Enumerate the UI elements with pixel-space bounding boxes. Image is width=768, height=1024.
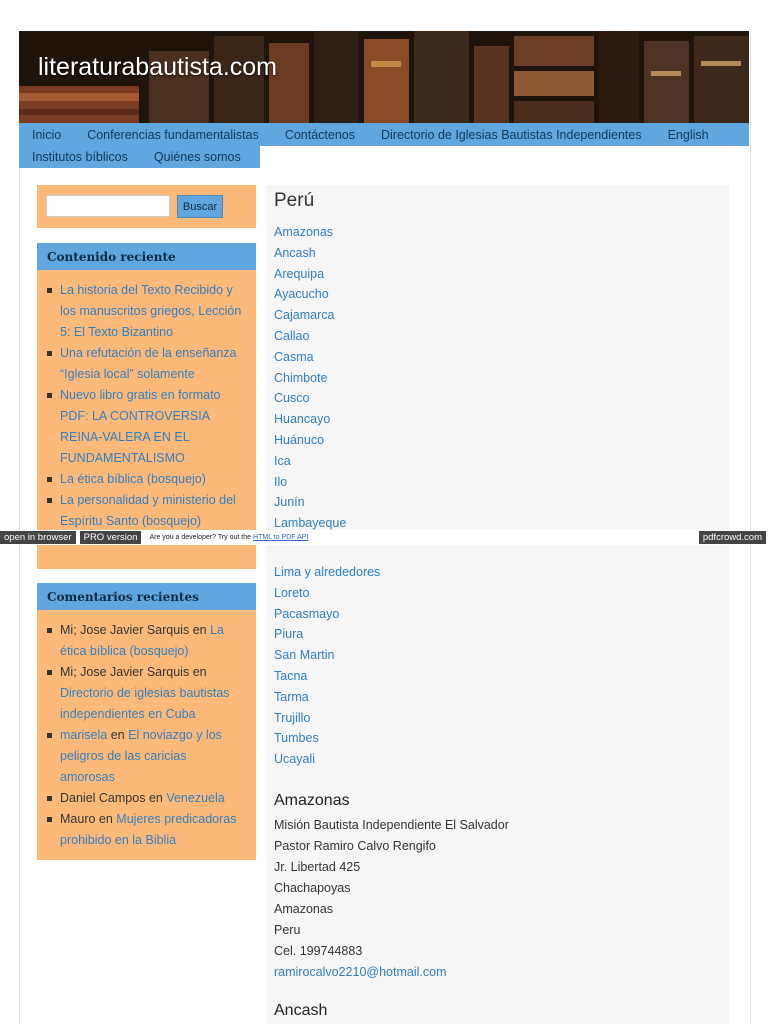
comment-post-link[interactable]: Venezuela <box>166 791 225 805</box>
comment-separator: en <box>107 728 129 742</box>
comment-author: Daniel Campos <box>60 791 146 805</box>
section-title-amazonas: Amazonas <box>274 792 350 809</box>
nav-quienes-somos[interactable]: Quiénes somos <box>153 150 241 164</box>
comment-post-link[interactable]: El noviazgo y los peligros de las caricias amorosas <box>60 728 222 784</box>
section-title-ancash: Ancash <box>274 1002 328 1019</box>
comment-separator: en <box>145 791 167 805</box>
nav-conferencias[interactable]: Conferencias fundamentalistas <box>87 127 259 142</box>
region-link-tumbes[interactable]: Tumbes <box>274 731 319 746</box>
pastor-name: Pastor Ramiro Calvo Rengifo <box>274 839 436 853</box>
region-link-cajamarca[interactable]: Cajamarca <box>274 308 335 323</box>
comment-separator: en <box>95 812 117 826</box>
recent-comments-list <box>37 610 256 860</box>
region-list-continued <box>274 562 380 770</box>
nav-contactenos[interactable]: Contáctenos <box>284 127 355 142</box>
main-nav <box>19 123 749 146</box>
region-link-junin[interactable]: Junín <box>274 495 305 510</box>
region-link-tacna[interactable]: Tacna <box>274 668 308 683</box>
recent-post-link[interactable]: La historia del Texto Recibido y los manuscritos griegos, Lección 5: El Texto Bizantino <box>60 283 242 339</box>
nav-institutos[interactable]: Institutos bíblicos <box>32 150 128 164</box>
region-link-lambayeque[interactable]: Lambayeque <box>274 516 347 531</box>
list-item[interactable] <box>47 469 242 490</box>
region-link-huanuco[interactable]: Huánuco <box>274 432 325 447</box>
page-title: Perú <box>274 190 315 211</box>
region-list <box>274 222 346 534</box>
region-link-piura[interactable]: Piura <box>274 627 304 642</box>
comment-post-link[interactable]: La ética bíblica (bosquejo) <box>60 623 224 658</box>
recent-post-link[interactable]: Una refutación de la enseñanza “Iglesia local” solamente <box>60 346 237 381</box>
region-link-callao[interactable]: Callao <box>274 328 310 343</box>
site-header <box>19 31 749 123</box>
region-link-ica[interactable]: Ica <box>274 453 291 468</box>
church-name: Misión Bautista Independiente El Salvador <box>274 818 509 832</box>
region: Amazonas <box>274 902 334 916</box>
region-link-lima[interactable]: Lima y alrededores <box>274 565 381 579</box>
recent-post-link[interactable]: La ética bíblica (bosquejo) <box>60 472 206 486</box>
region-link-ancash[interactable]: Ancash <box>274 245 316 260</box>
list-item <box>47 662 242 725</box>
search-widget <box>37 185 256 228</box>
region-link-san-martin[interactable]: San Martin <box>274 648 335 663</box>
region-link-loreto[interactable]: Loreto <box>274 585 310 600</box>
comment-author: Mi; Jose Javier Sarquis <box>60 623 190 637</box>
open-in-browser-button[interactable]: open in browser <box>0 531 76 544</box>
comment-separator: en <box>189 623 211 637</box>
recent-content-list <box>37 270 256 569</box>
list-item[interactable] <box>47 280 242 343</box>
list-item[interactable] <box>47 490 242 532</box>
html-to-pdf-api-link[interactable]: HTML to PDF API <box>253 534 309 541</box>
country: Peru <box>274 923 301 937</box>
nav-english[interactable]: English <box>667 127 709 142</box>
pro-version-button[interactable]: PRO version <box>80 531 142 544</box>
region-link-ilo[interactable]: Ilo <box>274 474 288 489</box>
region-link-pacasmayo[interactable]: Pacasmayo <box>274 606 340 621</box>
region-link-ayacucho[interactable]: Ayacucho <box>274 287 329 302</box>
city: Chachapoyas <box>274 881 351 895</box>
search-input[interactable] <box>46 195 170 217</box>
region-link-ucayali[interactable]: Ucayali <box>274 752 315 767</box>
region-link-casma[interactable]: Casma <box>274 349 314 364</box>
region-link-chimbote[interactable]: Chimbote <box>274 370 328 385</box>
comment-separator: en <box>189 665 207 679</box>
region-link-huancayo[interactable]: Huancayo <box>274 412 331 427</box>
main-nav-row2 <box>19 146 260 168</box>
list-item <box>47 620 242 662</box>
recent-comments-title: Comentarios recientes <box>37 583 256 610</box>
comment-post-link[interactable]: Directorio de iglesias bautistas independientes en Cuba <box>60 686 230 721</box>
street-address: Jr. Libertad 425 <box>274 860 361 874</box>
comment-author: Mi; Jose Javier Sarquis <box>60 665 190 679</box>
site-title[interactable]: literaturabautista.com <box>38 53 278 81</box>
nav-inicio[interactable]: Inicio <box>32 127 62 142</box>
pdfcrowd-bar <box>0 530 768 545</box>
list-item[interactable] <box>47 343 242 385</box>
amazonas-details <box>274 815 509 983</box>
comment-author: Mauro <box>60 812 96 826</box>
comment-author-link[interactable]: marisela <box>60 728 108 742</box>
region-link-cusco[interactable]: Cusco <box>274 391 310 406</box>
recent-content-title: Contenido reciente <box>37 243 256 270</box>
developer-text: Are you a developer? Try out the <box>149 534 252 541</box>
phone: Cel. 199744883 <box>274 944 363 958</box>
comment-post-link[interactable]: Mujeres predicadoras prohibido en la Biblia <box>60 812 237 847</box>
search-button[interactable]: Buscar <box>177 195 223 218</box>
list-item <box>47 809 242 851</box>
region-link-trujillo[interactable]: Trujillo <box>274 710 311 725</box>
region-link-amazonas[interactable]: Amazonas <box>274 225 334 239</box>
list-item[interactable] <box>47 385 242 469</box>
list-item <box>47 788 242 809</box>
email-link[interactable]: ramirocalvo2210@hotmail.com <box>274 965 447 979</box>
region-link-arequipa[interactable]: Arequipa <box>274 266 325 281</box>
region-link-tarma[interactable]: Tarma <box>274 689 309 704</box>
nav-directorio[interactable]: Directorio de Iglesias Bautistas Independientes <box>381 127 642 142</box>
list-item <box>47 725 242 788</box>
pdfcrowd-brand-link[interactable]: pdfcrowd.com <box>699 531 766 544</box>
recent-post-link[interactable]: La personalidad y ministerio del Espíritu Santo (bosquejo) <box>60 493 236 528</box>
recent-post-link[interactable]: Nuevo libro gratis en formato PDF: LA CONTROVERSIA REINA-VALERA EN EL FUNDAMENTALISMO <box>60 388 221 465</box>
